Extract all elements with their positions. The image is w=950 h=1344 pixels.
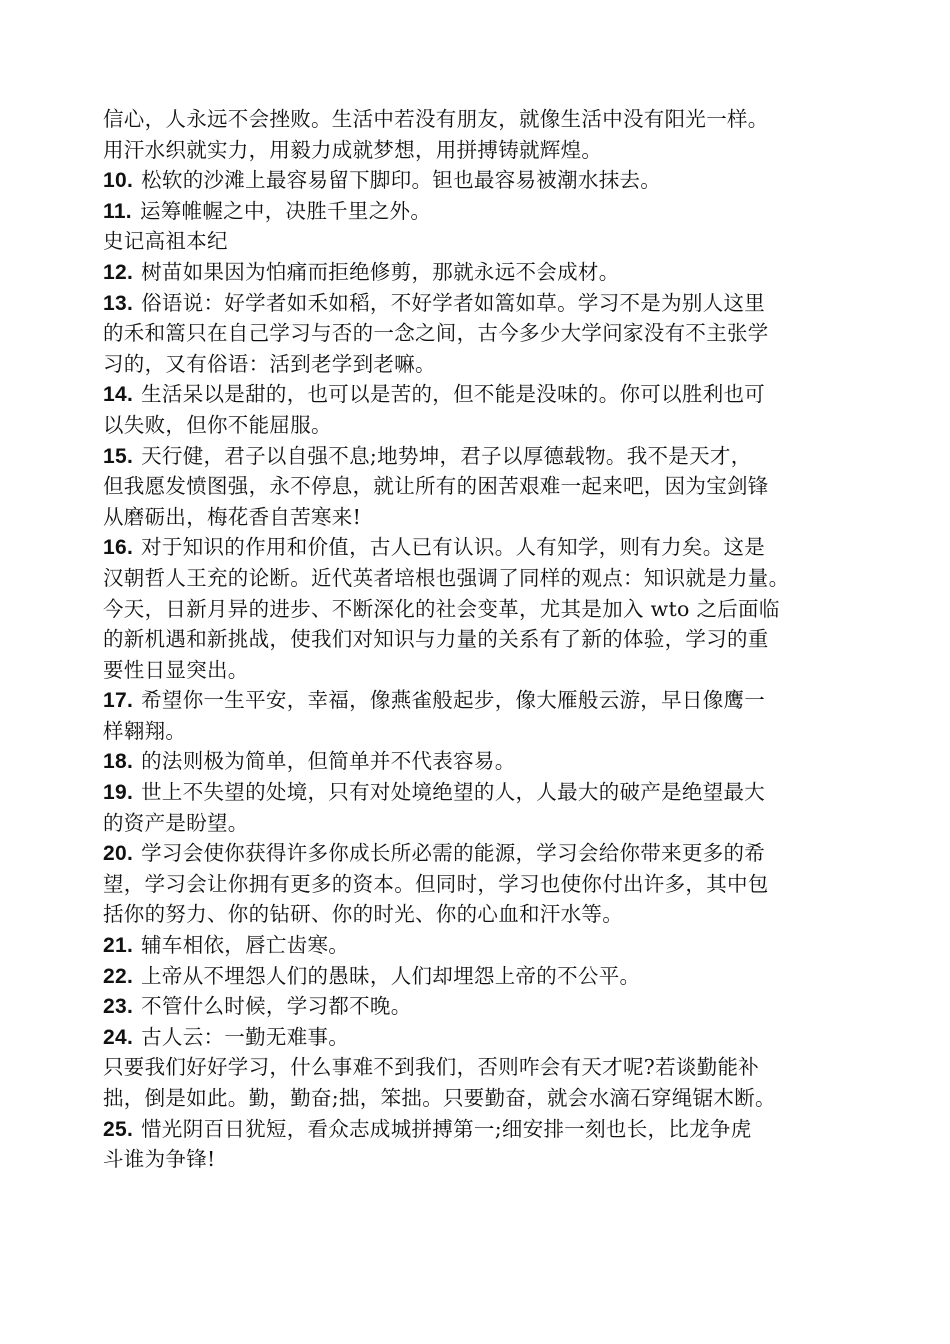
text-line (103, 288, 903, 319)
item-number: 19. (103, 781, 134, 805)
text-line (103, 379, 903, 410)
line-text: 惜光阴百日犹短，看众志成城拼搏第一;细安排一刻也长，比龙争虎 (141, 1116, 752, 1141)
item-number: 11. (103, 199, 132, 223)
text-line (103, 1083, 903, 1114)
line-text: 以失败，但你不能屈服。 (103, 412, 332, 437)
text-line (103, 257, 903, 288)
text-line (103, 685, 903, 716)
text-line (103, 196, 903, 227)
line-text: 用汗水织就实力，用毅力成就梦想，用拼搏铸就辉煌。 (103, 137, 603, 162)
line-text: 不管什么时候，学习都不晚。 (141, 994, 412, 1019)
line-text: 古人云：一勤无难事。 (141, 1024, 350, 1049)
line-text: 生活呆以是甜的，也可以是苦的，但不能是没味的。你可以胜利也可 (141, 382, 766, 407)
text-line (103, 471, 903, 502)
item-number: 25. (103, 1117, 134, 1141)
line-text: 学习会使你获得许多你成长所必需的能源，学习会给你带来更多的希 (141, 841, 766, 866)
line-text: 但我愿发愤图强，永不停息，就让所有的困苦艰难一起来吧，因为宝剑锋 (103, 474, 769, 499)
line-text: 俗语说：好学者如禾如稻，不好学者如篙如草。学习不是为别人这里 (141, 290, 766, 315)
text-line (103, 563, 903, 594)
item-number: 10. (103, 169, 134, 193)
text-line (103, 838, 903, 869)
document-body (103, 104, 903, 1175)
line-text: 运筹帷幄之中，决胜千里之外。 (139, 198, 432, 223)
line-text: 天行健，君子以自强不息;地势坤，君子以厚德载物。我不是天才， (141, 443, 752, 468)
text-line (103, 226, 903, 257)
text-line (103, 746, 903, 777)
line-text: 松软的沙滩上最容易留下脚印。钽也最容易被潮水抹去。 (141, 168, 662, 193)
line-text: 汉朝哲人王充的论断。近代英者培根也强调了同样的观点：知识就是力量。 (103, 565, 790, 590)
line-text: 上帝从不埋怨人们的愚昧，人们却埋怨上帝的不公平。 (141, 963, 641, 988)
text-line (103, 1022, 903, 1053)
text-line (103, 624, 903, 655)
item-number: 23. (103, 995, 134, 1019)
text-line (103, 777, 903, 808)
line-text: 世上不失望的处境，只有对处境绝望的人，人最大的破产是绝望最大 (141, 780, 766, 805)
item-number: 15. (103, 444, 134, 468)
line-text: 要性日显突出。 (103, 657, 249, 682)
text-line (103, 716, 903, 747)
text-line (103, 1144, 903, 1175)
line-text: 希望你一生平安，幸福，像燕雀般起步，像大雁般云游，早日像鹰一 (141, 688, 766, 713)
line-text: 树苗如果因为怕痛而拒绝修剪，那就永远不会成材。 (141, 259, 620, 284)
text-line (103, 502, 903, 533)
line-text: 对于知识的作用和价值，古人已有认识。人有知学，则有力矣。这是 (141, 535, 766, 560)
text-line (103, 961, 903, 992)
line-text: 今天，日新月异的进步、不断深化的社会变革，尤其是加入 wto 之后面临 (103, 596, 780, 621)
item-number: 13. (103, 291, 134, 315)
item-number: 12. (103, 260, 134, 284)
item-number: 24. (103, 1025, 134, 1049)
item-number: 18. (103, 750, 134, 774)
text-line (103, 808, 903, 839)
line-text: 习的，又有俗语：活到老学到老嘛。 (103, 351, 436, 376)
text-line (103, 349, 903, 380)
line-text: 斗谁为争锋! (103, 1147, 216, 1172)
line-text: 辅车相依，唇亡齿寒。 (141, 933, 350, 958)
line-text: 只要我们好好学习，什么事难不到我们，否则咋会有天才呢?若谈勤能补 (103, 1055, 760, 1080)
text-line (103, 104, 903, 135)
text-line (103, 991, 903, 1022)
text-line (103, 410, 903, 441)
line-text: 的法则极为简单，但简单并不代表容易。 (141, 749, 516, 774)
line-text: 的禾和篙只在自己学习与否的一念之间，古今多少大学问家没有不主张学 (103, 321, 769, 346)
line-text: 从磨砺出，梅花香自苦寒来! (103, 504, 362, 529)
item-number: 17. (103, 689, 134, 713)
text-line (103, 1114, 903, 1145)
line-text: 的新机遇和新挑战，使我们对知识与力量的关系有了新的体验，学习的重 (103, 627, 769, 652)
text-line (103, 165, 903, 196)
text-line (103, 655, 903, 686)
item-number: 21. (103, 934, 134, 958)
line-text: 拙，倒是如此。勤，勤奋;拙，笨拙。只要勤奋，就会水滴石穿绳锯木断。 (103, 1086, 776, 1110)
item-number: 20. (103, 842, 134, 866)
text-line (103, 869, 903, 900)
line-text: 的资产是盼望。 (103, 810, 249, 835)
item-number: 16. (103, 536, 134, 560)
text-line (103, 532, 903, 563)
item-number: 22. (103, 964, 134, 988)
line-text: 信心，人永远不会挫败。生活中若没有朋友，就像生活中没有阳光一样。 (103, 107, 769, 131)
text-line (103, 1052, 903, 1083)
text-line (103, 899, 903, 930)
line-text: 望，学习会让你拥有更多的资本。但同时，学习也使你付出许多，其中包 (103, 871, 769, 896)
text-line (103, 318, 903, 349)
line-text: 括你的努力、你的钻研、你的时光、你的心血和汗水等。 (103, 902, 623, 927)
line-text: 史记高祖本纪 (103, 229, 228, 254)
text-line (103, 930, 903, 961)
text-line (103, 441, 903, 472)
line-text: 样翱翔。 (103, 718, 187, 743)
item-number: 14. (103, 383, 134, 407)
text-line (103, 594, 903, 625)
text-line (103, 135, 903, 166)
